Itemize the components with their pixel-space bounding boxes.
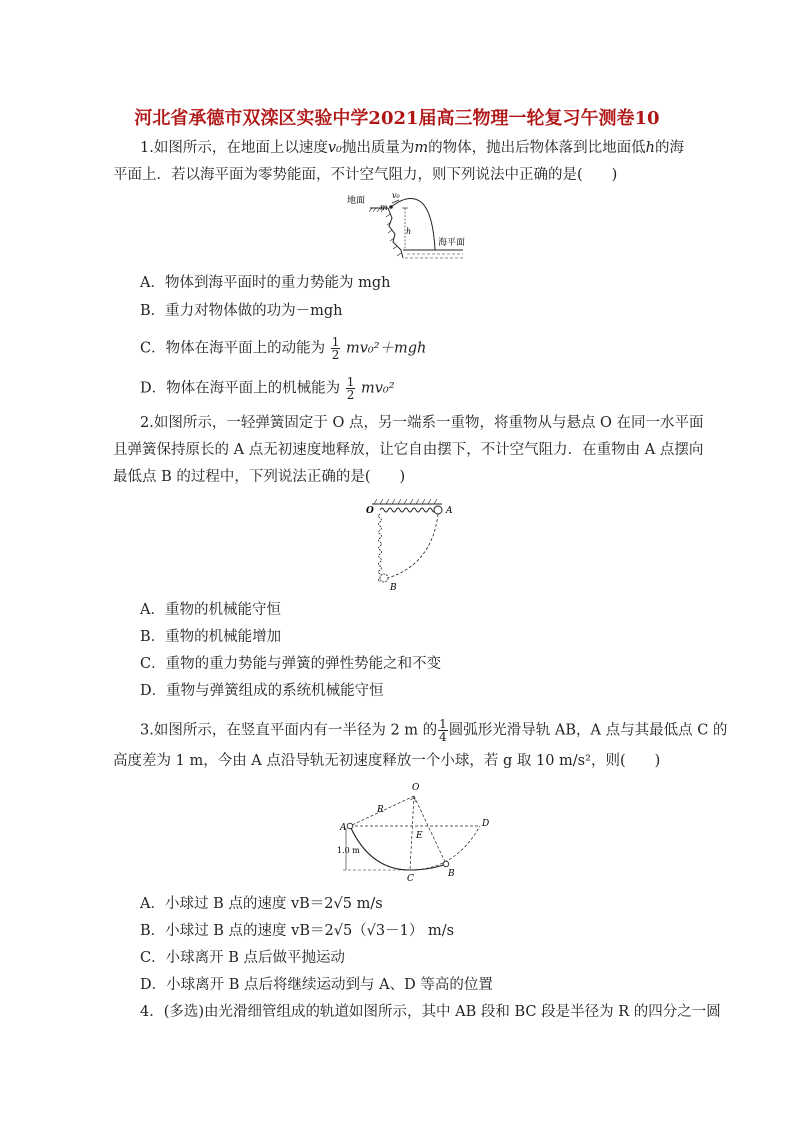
frac-numerator: 1: [346, 375, 355, 389]
q1-option-c-text: C．物体在海平面上的动能为: [140, 340, 326, 357]
frac-numerator: 1: [439, 717, 447, 731]
q1-figure: [345, 190, 470, 268]
q2-fig-o-label: O: [366, 506, 374, 516]
q2-line-2: 且弹簧保持原长的 A 点无初速度地释放，让它自由摆下，不计空气阻力．在重物由 A 点摆向: [113, 442, 704, 458]
q1-option-d-expr: mv₀²: [360, 380, 395, 397]
q3-fig-height-label: 1.0 m: [337, 846, 360, 855]
q1-text-a: 1.如图所示，在地面上以速度: [140, 140, 328, 156]
q1-fig-ball: [389, 205, 393, 209]
q3-fig-ball-b: [443, 861, 449, 867]
q3-fig-radius-c: [410, 796, 414, 870]
q1-fig-ground-label: 地面: [347, 196, 366, 206]
q3-fraction: [438, 718, 448, 743]
frac-denominator: 4: [439, 730, 447, 744]
q3-option-b: B．小球过 B 点的速度 vB＝2√5（√3－1） m/s: [140, 923, 455, 939]
q1-option-d-text: D．物体在海平面上的机械能为: [140, 380, 341, 397]
q1-option-c-fraction: [331, 336, 341, 361]
q3-option-d: D．小球离开 B 点后将继续运动到与 A、D 等高的位置: [140, 977, 493, 993]
q1-line-2: 平面上．若以海平面为零势能面，不计空气阻力，则下列说法中正确的是( ): [113, 167, 618, 183]
q1-text-b: 抛出质量为: [341, 140, 415, 156]
q3-line-2: 高度差为 1 m，今由 A 点沿导轨无初速度释放一个小球，若 g 取 10 m/s²，则( ): [113, 753, 661, 769]
q3-figure: [330, 778, 500, 882]
q2-fig-spring-horizontal: [380, 508, 436, 512]
q3-fig-r-label: R: [377, 805, 384, 815]
q2-line-3: 最低点 B 的过程中，下列说法正确的是( ): [113, 469, 406, 485]
q1-fig-cliff-hatch: [386, 214, 401, 256]
q2-fig-ceiling-hatch: [374, 499, 437, 504]
q1-line-1: [140, 138, 684, 158]
q2-fig-a-label: A: [446, 506, 453, 516]
frac-numerator: 1: [331, 335, 340, 349]
q1-m: m: [414, 140, 429, 156]
q2-fig-b-label: B: [390, 583, 397, 593]
q3-option-c: C．小球离开 B 点后做平抛运动: [140, 950, 345, 966]
q2-figure: [362, 494, 462, 594]
q1-fig-h-label: h: [406, 227, 412, 236]
q3-fig-o-label: O: [412, 783, 420, 793]
q2-option-c: C．重物的重力势能与弹簧的弹性势能之和不变: [140, 656, 442, 672]
q3-fig-full-arc: [350, 826, 480, 870]
frac-denominator: 2: [331, 348, 340, 362]
q1-fig-cliff: [388, 208, 403, 258]
q1-fig-sea-label: 海平面: [438, 238, 466, 248]
q1-text-c: 的物体，抛出后物体落到比地面低: [428, 140, 646, 156]
frac-denominator: 2: [346, 388, 355, 402]
q2-fig-swing-path: [388, 514, 438, 578]
q1-option-c: [140, 336, 426, 361]
q3-option-a: A．小球过 B 点的速度 vB＝2√5 m/s: [140, 896, 383, 912]
q3-fig-e-label: E: [416, 831, 423, 841]
q1-fig-water: [405, 254, 463, 258]
q1-option-c-expr: mv₀²＋mgh: [345, 340, 427, 357]
q1-h: h: [645, 140, 655, 156]
q1-v0: v₀: [327, 140, 342, 156]
q3-fig-d-label: D: [482, 819, 490, 829]
q4-line-1: 4．(多选)由光滑细管组成的轨道如图所示，其中 AB 段和 BC 段是半径为 R 的四分之一圆: [140, 1004, 721, 1020]
q1-option-d-fraction: [346, 376, 356, 401]
q1-text-d: 的海: [654, 140, 684, 156]
q2-option-b: B．重物的机械能增加: [140, 629, 282, 645]
q3-fig-radius-b: [414, 796, 446, 864]
q2-fig-weight-a: [434, 506, 442, 514]
q2-option-d: D．重物与弹簧组成的系统机械能守恒: [140, 683, 384, 699]
q3-fig-c-label: C: [407, 874, 414, 882]
q1-fig-v0-label: v₀: [392, 191, 400, 200]
q1-option-b: B．重力对物体做的功为－mgh: [140, 303, 343, 319]
q3-text-post: 圆弧形光滑导轨 AB，A 点与其最低点 C 的: [448, 722, 728, 739]
q3-line-1: [140, 718, 727, 743]
q2-fig-weight-b: [380, 574, 388, 582]
q1-fig-m-label: m: [380, 203, 388, 212]
q2-line-1: 2.如图所示，一轻弹簧固定于 O 点，另一端系一重物，将重物从与悬点 O 在同一水平面: [140, 415, 704, 431]
q3-text-pre: 3.如图所示，在竖直平面内有一半径为 2 m 的: [140, 722, 438, 739]
q3-fig-b-label: B: [448, 869, 455, 879]
q1-fig-trajectory: [391, 198, 435, 250]
q3-fig-a-label: A: [340, 823, 347, 833]
q1-option-d: [140, 376, 395, 401]
q2-option-a: A．重物的机械能守恒: [140, 602, 281, 618]
q3-fig-radius-a: [350, 796, 414, 826]
page-title: 河北省承德市双滦区实验中学2021届高三物理一轮复习午测卷10: [134, 108, 660, 129]
q3-fig-ball-a: [347, 823, 353, 829]
q1-option-a: A．物体到海平面时的重力势能为 mgh: [140, 275, 391, 291]
q2-fig-spring-vertical: [379, 514, 382, 582]
